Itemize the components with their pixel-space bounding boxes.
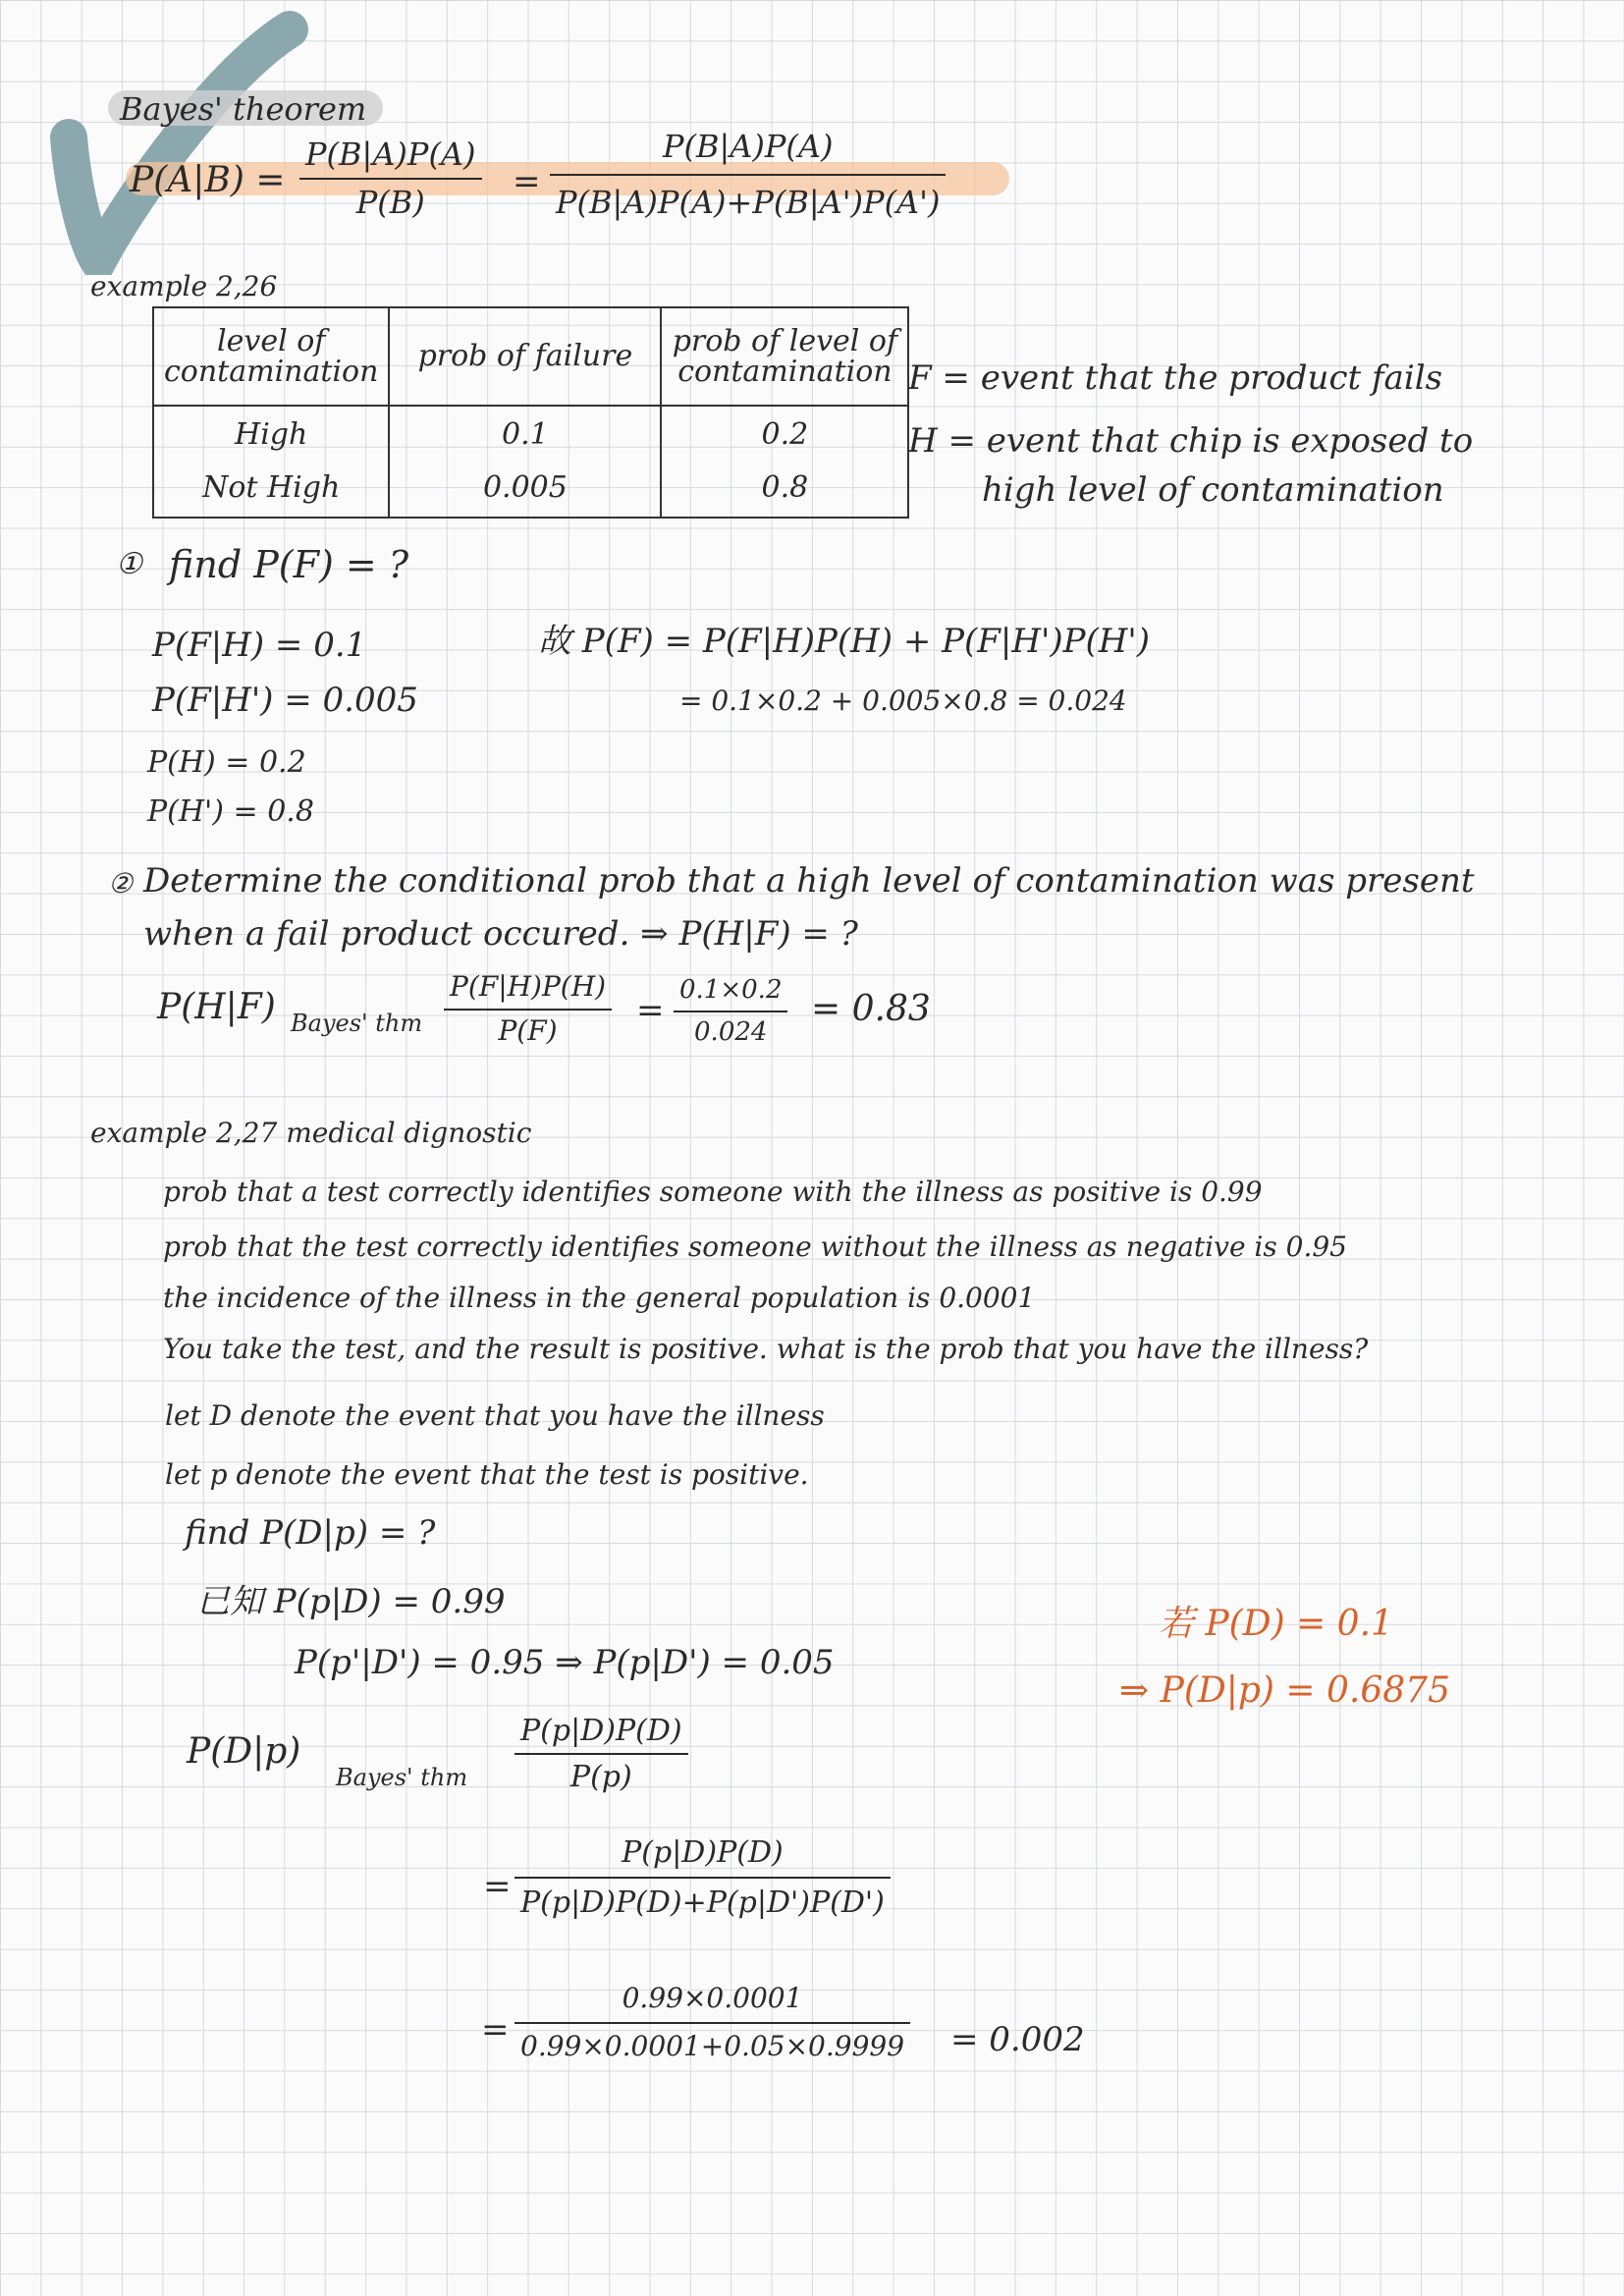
phf-fraction-2 [674,976,787,1046]
s1-numerator: P(p|D)P(D) [520,1714,682,1748]
s1-fraction [514,1715,688,1793]
s3-denominator: 0.99×0.0001+0.05×0.9999 [520,2029,905,2062]
table-header-cell: prob of failure [389,307,661,406]
formula-fraction-2 [550,130,946,220]
given-value: P(H') = 0.8 [147,794,314,829]
table-header-cell: level of contamination [153,307,389,406]
s1-denominator: P(p) [569,1760,632,1794]
given-value: P(F|H) = 0.1 [152,626,367,665]
phf-denominator: P(F) [498,1013,558,1047]
question-1-marker: ① [116,547,142,581]
formula-fraction-2-numerator: P(B|A)P(A) [662,128,834,165]
s1-bayes-label: Bayes' thm [336,1764,468,1791]
find-pdp: find P(D|p) = ? [185,1513,436,1553]
table-header-cell: prob of level of contamination [661,307,908,406]
formula-lhs: P(A|B) = [130,160,286,200]
definition-h-line-2: high level of contamination [982,470,1444,510]
question-2-marker: ② [108,867,134,900]
s3-equals: = [481,2010,510,2050]
s2-numerator: P(p|D)P(D) [622,1835,784,1870]
phf-bayes-label: Bayes' thm [291,1010,423,1037]
total-probability-result: = 0.1×0.2 + 0.005×0.8 = 0.024 [679,684,1127,717]
phf-lhs: P(H|F) [157,987,276,1027]
checkmark-icon [29,10,314,275]
phf-numerator-2: 0.1×0.2 [679,975,783,1005]
phf-denominator-2: 0.024 [694,1016,768,1047]
formula-equals: = [513,162,541,201]
known-1: 已知 P(p|D) = 0.99 [196,1582,506,1621]
problem-line: You take the test, and the result is positive. what is the prob that you have the illness? [163,1333,1369,1365]
phf-numerator: P(F|H)P(H) [450,970,607,1003]
question-2-line-1: Determine the conditional prob that a high level of contamination was present [143,861,1475,901]
definition-f: F = event that the product fails [908,358,1443,398]
phf-result: = 0.83 [811,989,931,1029]
let-d: let D denote the event that you have the illness [165,1399,825,1432]
formula-fraction-2-denominator: P(B|A)P(A)+P(B|A')P(A') [556,184,941,222]
problem-line: prob that a test correctly identifies someone with the illness as positive is 0.99 [163,1175,1263,1208]
example-227-label: example 2,27 medical dignostic [90,1117,532,1149]
question-1: find P(F) = ? [169,543,409,586]
s3-result: = 0.002 [950,2020,1085,2059]
note-alt-prior: 若 P(D) = 0.1 [1159,1604,1393,1644]
known-2: P(p'|D') = 0.95 ⇒ P(p|D') = 0.05 [295,1643,835,1682]
problem-line: the incidence of the illness in the general population is 0.0001 [163,1282,1036,1314]
s2-equals: = [483,1867,512,1906]
problem-line: prob that the test correctly identifies someone without the illness as negative is 0.95 [163,1230,1347,1263]
formula-fraction-1-numerator: P(B|A)P(A) [305,136,476,173]
contamination-table [152,306,909,519]
phf-fraction [444,972,612,1047]
phf-equals: = [636,991,665,1030]
formula-fraction-1-denominator: P(B) [355,184,425,222]
question-2-line-2: when a fail product occured. ⇒ P(H|F) = ? [143,914,858,954]
let-p: let p denote the event that the test is positive. [165,1458,809,1491]
table-cell: 0.2 0.8 [661,406,908,518]
s2-fraction [514,1836,891,1919]
s1-lhs: P(D|p) [187,1731,301,1772]
given-value: P(F|H') = 0.005 [152,681,418,720]
given-value: P(H) = 0.2 [147,745,306,780]
page-title: Bayes' theorem [120,90,367,128]
note-alt-result: ⇒ P(D|p) = 0.6875 [1119,1670,1450,1711]
example-226-label: example 2,26 [90,270,278,302]
table-cell: High Not High [153,406,389,518]
s3-fraction [514,1984,910,2062]
total-probability-formula: 故 P(F) = P(F|H)P(H) + P(F|H')P(H') [538,622,1151,661]
s3-numerator: 0.99×0.0001 [622,1982,803,2014]
definition-h-line-1: H = event that chip is exposed to [908,421,1474,461]
s2-denominator: P(p|D)P(D)+P(p|D')P(D') [520,1886,885,1920]
formula-fraction-1 [299,137,482,220]
table-cell: 0.1 0.005 [389,406,661,518]
